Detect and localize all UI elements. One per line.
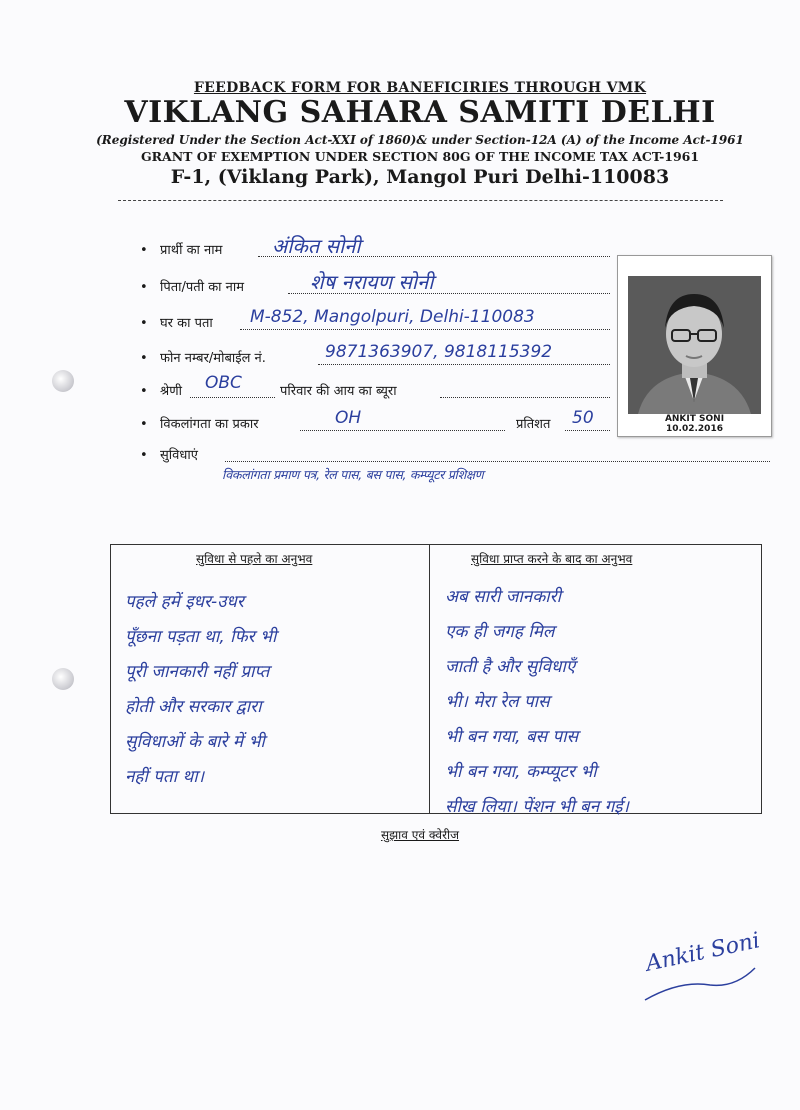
organization-name: VIKLANG SAHARA SAMITI DELHI bbox=[124, 95, 716, 130]
category-row: • श्रेणी bbox=[140, 384, 182, 399]
organization-address: F-1, (Viklang Park), Mangol Puri Delhi-110083 bbox=[170, 166, 670, 188]
applicant-value: अंकित सोनी bbox=[272, 234, 361, 258]
portrait-icon bbox=[628, 276, 761, 414]
grant-line: GRANT OF EXEMPTION UNDER SECTION 80G OF THE INCOME TAX ACT-1961 bbox=[140, 149, 700, 164]
before-line: होती और सरकार द्वारा bbox=[125, 697, 262, 717]
disability-value: OH bbox=[335, 408, 362, 428]
category-value: OBC bbox=[205, 373, 242, 393]
address-row: • घर का पता bbox=[140, 316, 213, 331]
after-experience-text bbox=[445, 580, 629, 825]
after-line: जाती है और सुविधाएँ bbox=[445, 657, 576, 677]
before-line: पहले हमें इधर-उधर bbox=[125, 592, 244, 612]
facilities-value: विकलांगता प्रमाण पत्र, रेल पास, बस पास, कम्प्यूटर प्रशिक्षण bbox=[222, 467, 484, 482]
income-line bbox=[440, 397, 610, 398]
before-line: पूरी जानकारी नहीं प्राप्त bbox=[125, 662, 270, 682]
before-line: नहीं पता था। bbox=[125, 767, 205, 787]
applicant-label: प्रार्थी का नाम bbox=[160, 243, 223, 258]
suggestions-label: सुझाव एवं क्वेरीज bbox=[380, 828, 460, 842]
after-line: अब सारी जानकारी bbox=[445, 587, 562, 607]
table-divider bbox=[429, 545, 430, 813]
category-label: श्रेणी bbox=[160, 384, 182, 399]
address-line bbox=[240, 329, 610, 330]
photo-date: 10.02.2016 bbox=[666, 424, 723, 434]
portrait-image bbox=[628, 276, 761, 414]
phone-line bbox=[318, 364, 610, 365]
signature-flourish-icon bbox=[640, 960, 760, 1010]
applicant-photo bbox=[617, 255, 772, 437]
facilities-row: • सुविधाएं bbox=[140, 448, 198, 463]
father-label: पिता/पती का नाम bbox=[160, 280, 245, 295]
father-name-row: • पिता/पती का नाम bbox=[140, 280, 245, 295]
facilities-line bbox=[225, 461, 770, 462]
disability-line bbox=[300, 430, 505, 431]
photo-name: ANKIT SONI bbox=[664, 414, 725, 424]
father-value: शेष नरायण सोनी bbox=[310, 270, 434, 294]
disability-row: • विकलांगता का प्रकार bbox=[140, 417, 259, 432]
after-line: भी बन गया, बस पास bbox=[445, 727, 579, 747]
after-line: भी बन गया, कम्प्यूटर भी bbox=[445, 762, 597, 782]
after-line: सीख लिया। पेंशन भी बन गई। bbox=[445, 797, 629, 817]
signature: Ankit Soni bbox=[643, 928, 763, 977]
form-title: FEEDBACK FORM FOR BANEFICIRIES THROUGH VMK bbox=[193, 80, 647, 96]
after-line: भी। मेरा रेल पास bbox=[445, 692, 550, 712]
punch-hole bbox=[52, 668, 74, 690]
percent-label: प्रतिशत bbox=[516, 417, 551, 432]
after-line: एक ही जगह मिल bbox=[445, 622, 555, 642]
phone-value: 9871363907, 9818115392 bbox=[325, 342, 553, 362]
applicant-name-row: • प्रार्थी का नाम bbox=[140, 243, 223, 258]
header-divider bbox=[118, 200, 723, 201]
facilities-label: सुविधाएं bbox=[160, 448, 198, 463]
before-line: पूँछना पड़ता था, फिर भी bbox=[125, 627, 277, 647]
disability-label: विकलांगता का प्रकार bbox=[160, 417, 259, 432]
income-label: परिवार की आय का ब्यूरा bbox=[280, 384, 397, 399]
phone-row: • फोन नम्बर/मोबाईल नं. bbox=[140, 351, 266, 366]
phone-label: फोन नम्बर/मोबाईल नं. bbox=[160, 351, 266, 366]
percent-value: 50 bbox=[572, 408, 594, 428]
percent-line bbox=[565, 430, 610, 431]
registration-line: (Registered Under the Section Act-XXI of 1860)& under Section-12A (A) of the Income Act-1961 bbox=[96, 133, 744, 147]
after-heading: सुविधा प्राप्त करने के बाद का अनुभव bbox=[471, 552, 633, 566]
before-line: सुविधाओं के बारे में भी bbox=[125, 732, 265, 752]
category-line bbox=[190, 397, 275, 398]
before-experience-text bbox=[125, 585, 276, 795]
punch-hole bbox=[52, 370, 74, 392]
before-heading: सुविधा से पहले का अनुभव bbox=[196, 552, 313, 566]
address-label: घर का पता bbox=[160, 316, 213, 331]
address-value: M-852, Mangolpuri, Delhi-110083 bbox=[250, 307, 535, 327]
